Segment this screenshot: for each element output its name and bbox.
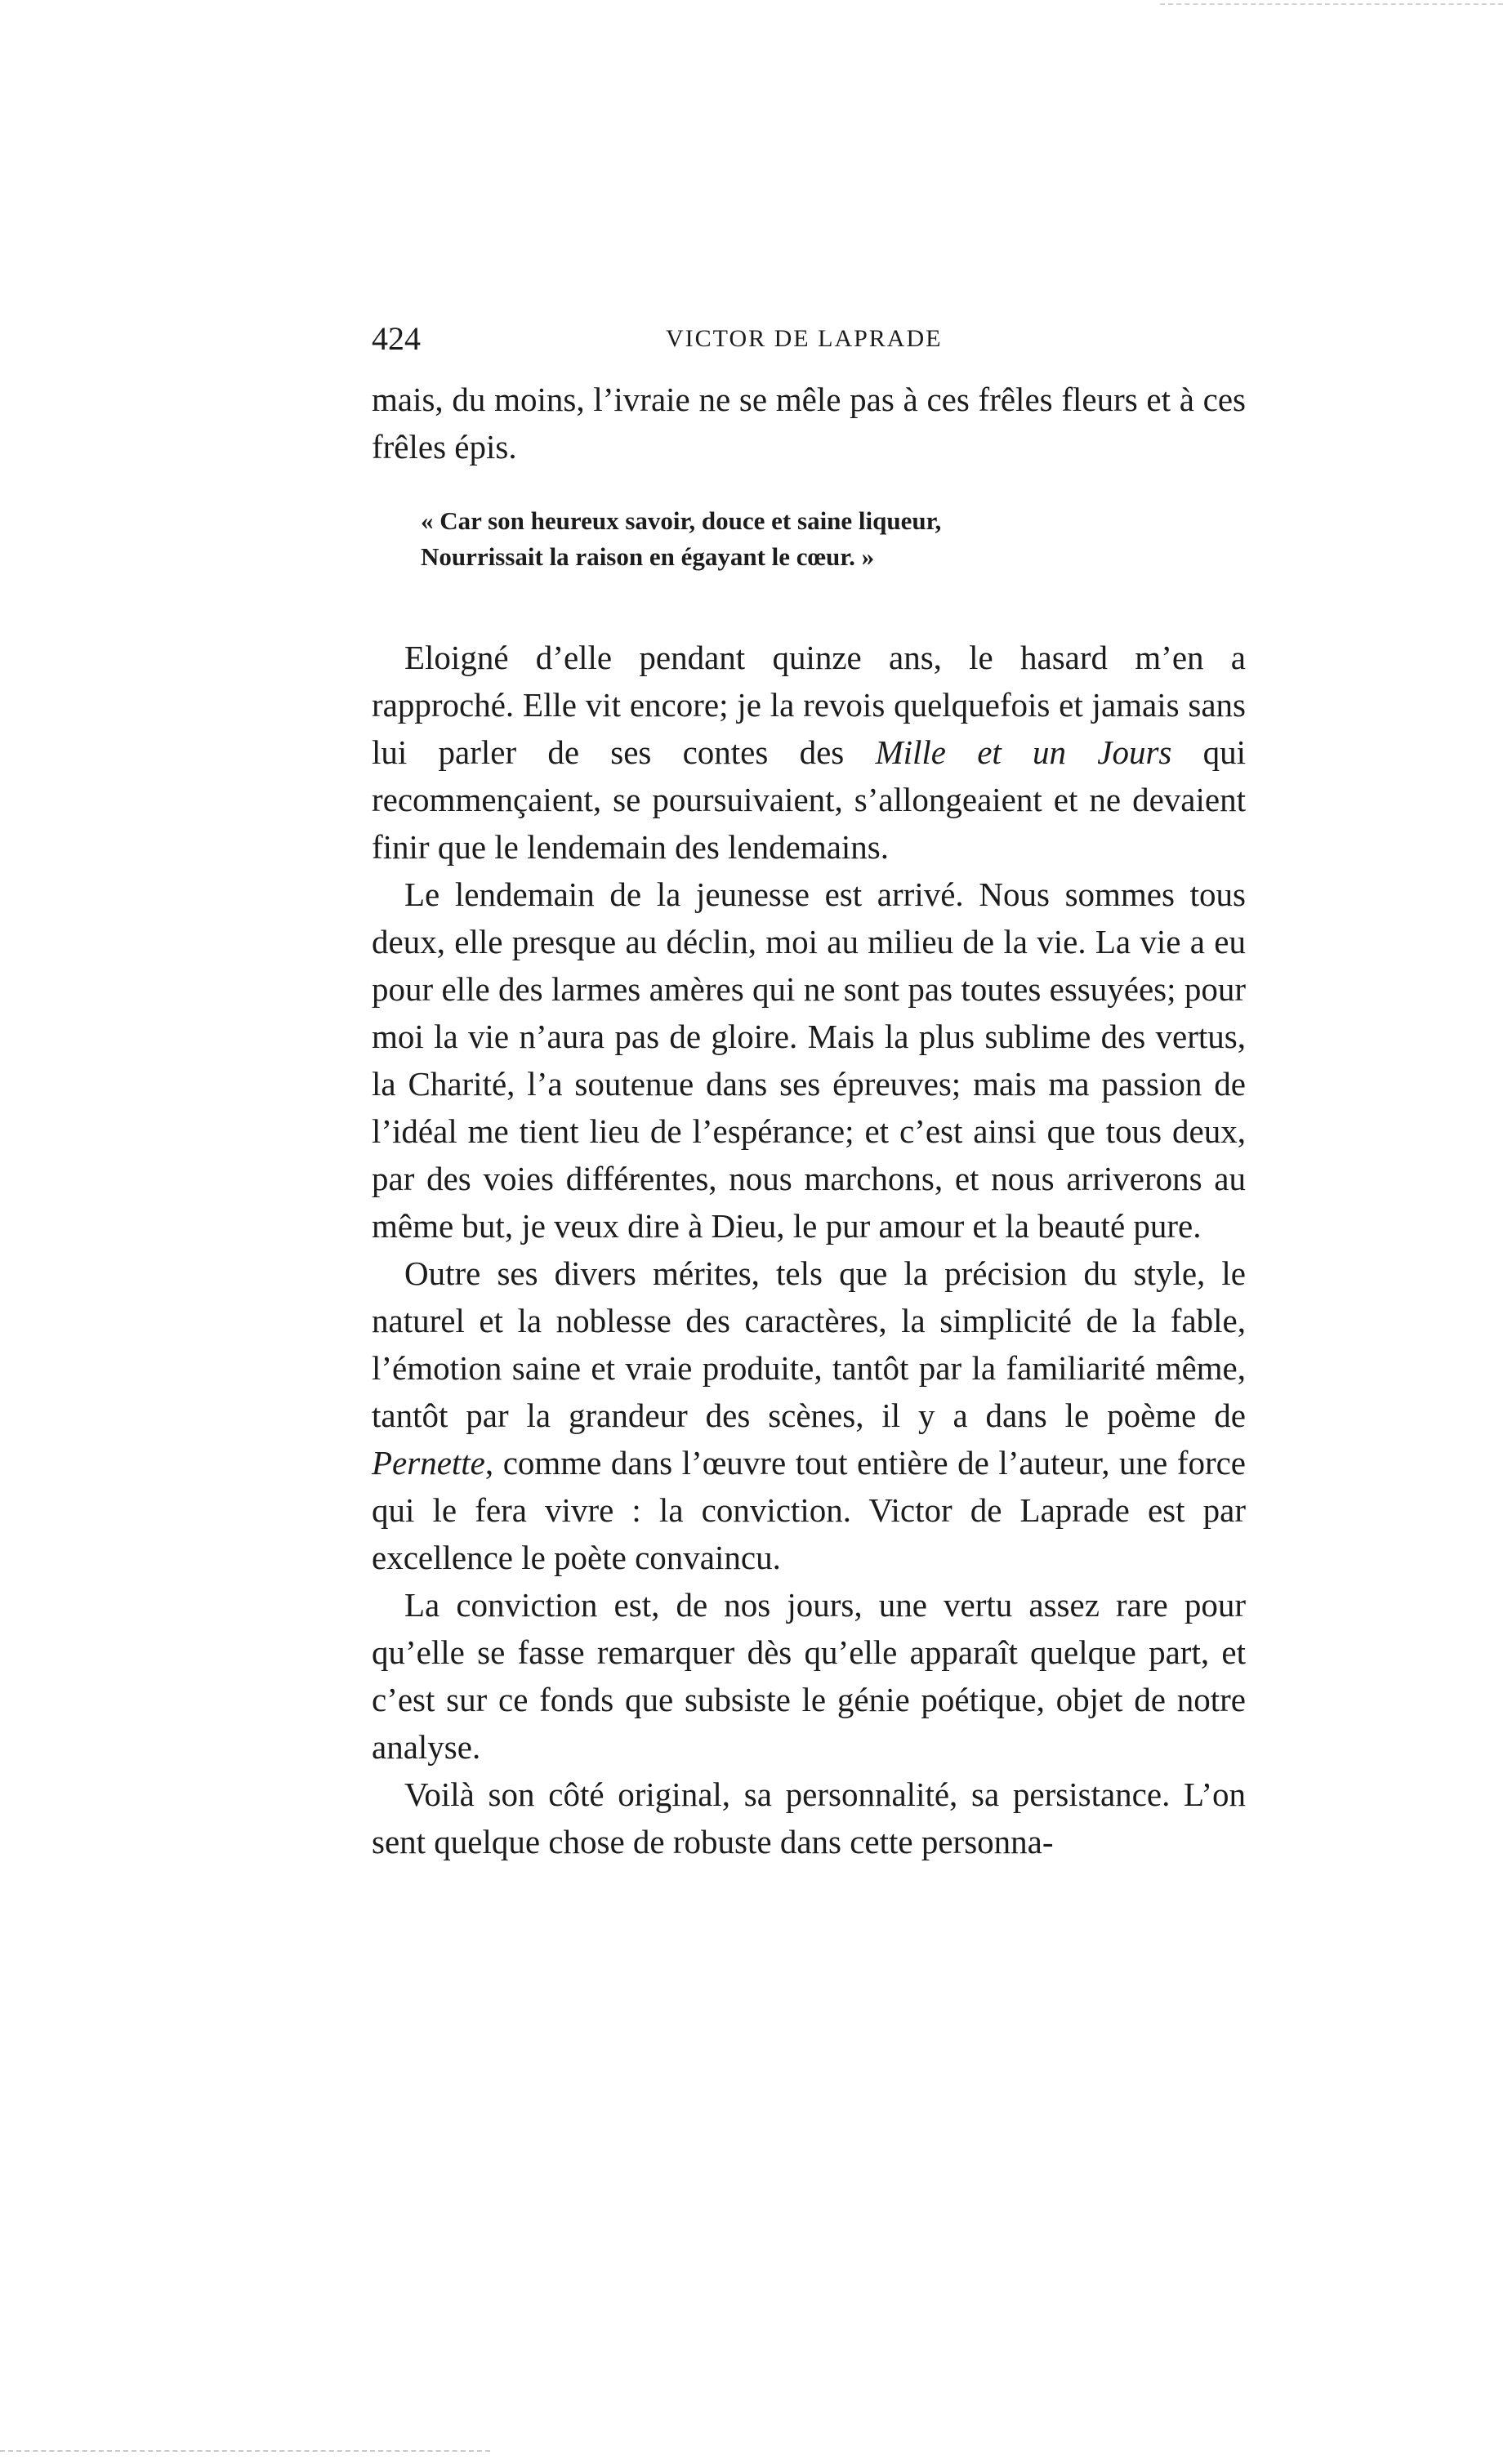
opening-paragraph: mais, du moins, l’ivraie ne se mêle pas à ces frêles fleurs et à ces frêles épis. — [372, 381, 1246, 466]
paragraph-4: La conviction est, de nos jours, une vertu assez rare pour qu’elle se fasse remarquer dès qu’elle apparaît quelque part, et c’est sur ce fonds que subsiste le génie poétique, objet de notre analyse. — [372, 1586, 1246, 1766]
paragraph-1-text-b: qui recommençaient, se poursuivaient, s’allongeaient et ne devaient finir que le lendemain des lendemains. — [372, 733, 1246, 866]
page-number: 424 — [372, 320, 421, 357]
quote-line-2: Nourrissait la raison en égayant le cœur. » — [421, 542, 875, 571]
poem-title-pernette: Pernette — [372, 1444, 485, 1482]
running-title: VICTOR DE LAPRADE — [666, 325, 943, 352]
scan-bottom-marks — [0, 2450, 490, 2457]
paragraph-2: Le lendemain de la jeunesse est arrivé. Nous sommes tous deux, elle presque au déclin, moi au milieu de la vie. La vie a eu pour elle des larmes amères qui ne sont pas toutes essuyées; pour moi la vie n’aura pas de gloire. Mais la plus sublime des vertus, la Charité, l’a soutenue dans ses épreuves; mais ma passion de l’idéal me tient lieu de l’espérance; et c’est ainsi que tous deux, par des voies différentes, nous marchons, et nous arriverons au même but, je veux dire à Dieu, le pur amour et la beauté pure. — [372, 876, 1246, 1245]
body-text — [372, 376, 1246, 1865]
scan-edge-marks — [1160, 3, 1503, 8]
paragraph-1 — [372, 634, 1246, 871]
paragraph-3-text-a: Outre ses divers mérites, tels que la précision du style, le naturel et la noblesse des caractères, la simplicité de la fable, l’émotion saine et vraie produite, tantôt par la familiarité même, tantôt par la grandeur des scènes, il y a dans le poème de — [372, 1254, 1246, 1434]
quote-line-1: « Car son heureux savoir, douce et saine liqueur, — [421, 506, 942, 535]
book-title-mille-et-un-jours: Mille et un Jours — [875, 733, 1172, 771]
paragraph-3 — [372, 1250, 1246, 1581]
running-head — [372, 314, 1254, 363]
paragraph-1-text-a: Eloigné d’elle pendant quinze ans, le hasard m’en a rapproché. Elle vit encore; je la revois quelquefois et jamais sans lui parler de ses contes des — [372, 639, 1246, 771]
paragraph-3-text-b: , comme dans l’œuvre tout entière de l’auteur, une force qui le fera vivre : la conviction. Victor de Laprade est par excellence le poète convaincu. — [372, 1444, 1246, 1576]
paragraph-5: Voilà son côté original, sa personnalité, sa persistance. L’on sent quelque chose de robuste dans cette personna- — [372, 1776, 1246, 1860]
verse-quote — [421, 503, 1246, 575]
